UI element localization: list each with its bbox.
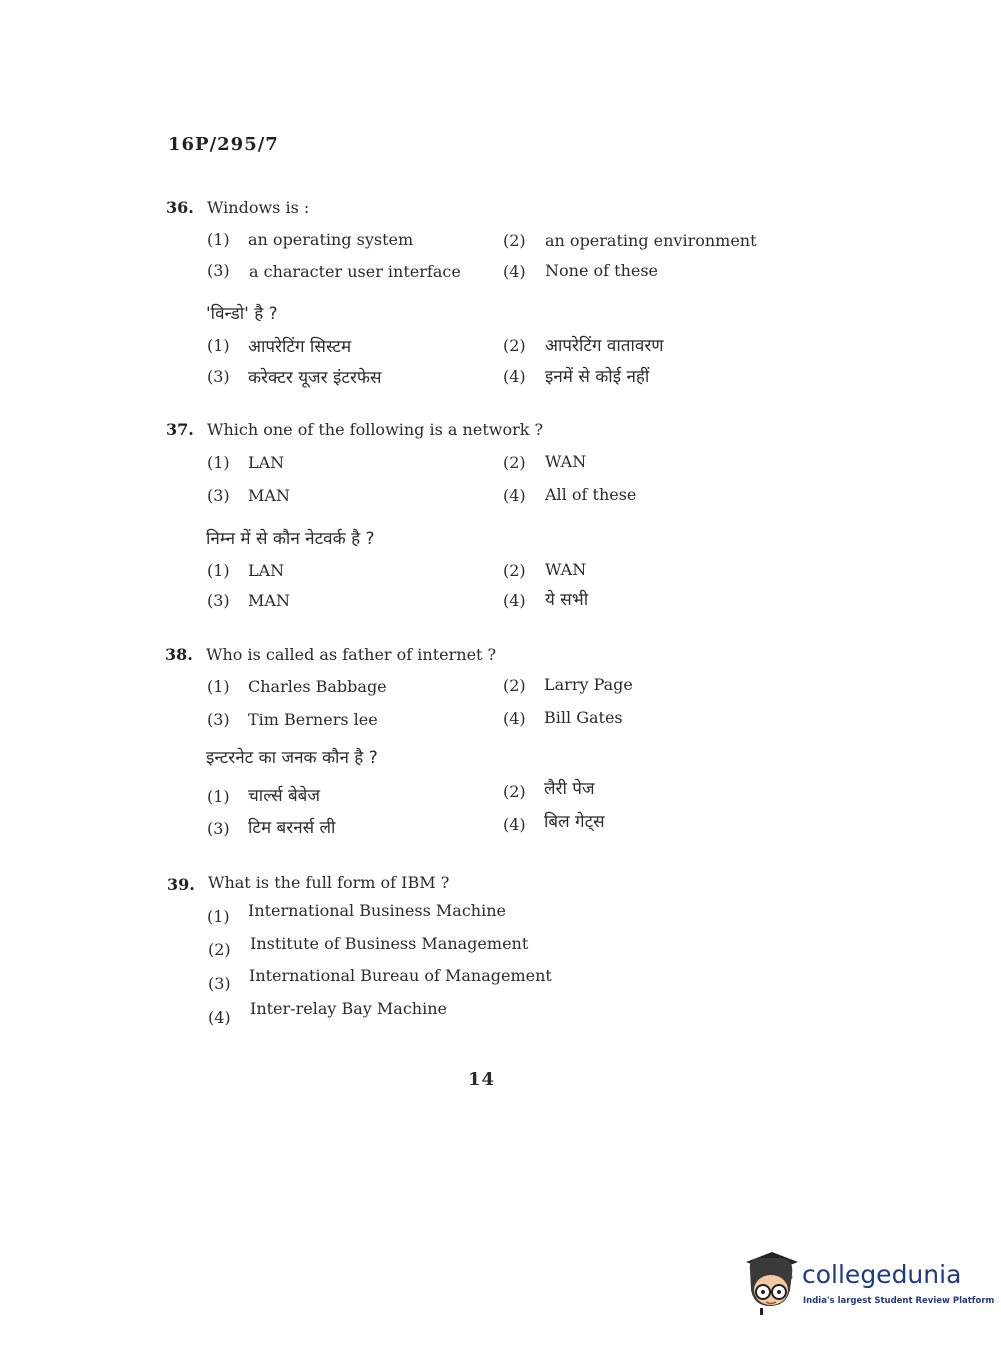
option-number: (3) [207,367,230,386]
option-text: Bill Gates [544,708,623,727]
question-37-hindi-text: निम्न में से कौन नेटवर्क है ? [206,529,375,549]
option-text: इनमें से कोई नहीं [545,367,650,387]
option-text: LAN [248,453,285,472]
question-38-hindi-text: इन्टरनेट का जनक कौन है ? [206,748,378,768]
page-number: 14 [468,1069,496,1090]
option-number: (3) [207,819,230,838]
option-number: (1) [207,453,230,472]
option-number: (3) [207,591,230,610]
option-text: an operating environment [545,231,757,250]
option-number: (2) [503,676,526,695]
option-number: (2) [503,336,526,355]
option-number: (4) [503,709,526,728]
option-text: Institute of Business Management [250,934,529,953]
option-text: आपरेटिंग सिस्टम [248,337,352,357]
option-text: ये सभी [545,590,589,610]
option-number: (1) [207,230,230,249]
option-number: (3) [207,261,230,280]
option-text: आपरेटिंग वातावरण [545,336,664,356]
option-text: None of these [545,261,659,280]
question-37-text: Which one of the following is a network ? [207,420,544,439]
option-number: (4) [208,1008,231,1027]
option-text: Inter-relay Bay Machine [250,999,447,1018]
option-text: WAN [545,560,587,579]
option-text: MAN [248,591,290,610]
option-text: Tim Berners lee [248,710,378,729]
option-text: LAN [248,561,285,580]
option-number: (2) [503,561,526,580]
question-38-text: Who is called as father of internet ? [206,645,497,664]
option-number: (4) [503,367,526,386]
option-text: Larry Page [544,675,633,694]
option-number: (4) [503,262,526,281]
option-text: करेक्टर यूजर इंटरफेस [248,368,382,388]
question-36-text: Windows is : [207,198,310,217]
option-text: a character user interface [249,262,461,281]
option-number: (1) [207,787,230,806]
option-number: (4) [503,815,526,834]
logo-wordmark: collegedunia [802,1260,962,1289]
option-text: All of these [545,485,637,504]
option-number: (1) [207,336,230,355]
question-36-number: 36. [166,198,194,217]
option-number: (1) [207,907,230,926]
option-number: (2) [503,782,526,801]
option-number: (2) [208,940,231,959]
question-36-hindi-text: 'विन्डो' है ? [206,304,278,324]
option-text: Charles Babbage [248,677,387,696]
option-number: (3) [208,974,231,993]
question-39-text: What is the full form of IBM ? [208,873,450,892]
option-number: (2) [503,453,526,472]
option-number: (4) [503,486,526,505]
question-39-number: 39. [167,875,195,894]
question-37-number: 37. [166,420,194,439]
option-text: टिम बरनर्स ली [248,818,336,838]
option-number: (4) [503,591,526,610]
option-number: (3) [207,486,230,505]
option-text: चार्ल्स बेबेज [248,786,320,806]
collegedunia-logo [742,1250,995,1316]
mascot-icon [742,1250,800,1316]
option-text: लैरी पेज [544,779,595,799]
option-number: (2) [503,231,526,250]
option-text: WAN [545,452,587,471]
question-38-number: 38. [165,645,193,664]
option-text: International Business Machine [248,901,506,920]
option-number: (1) [207,561,230,580]
option-text: an operating system [248,230,414,249]
logo-tagline: India's largest Student Review Platform [803,1296,995,1306]
option-number: (3) [207,710,230,729]
option-text: MAN [248,486,290,505]
option-text: बिल गेट्स [544,812,605,832]
option-text: International Bureau of Management [249,966,552,985]
paper-code: 16P/295/7 [168,134,279,155]
option-number: (1) [207,677,230,696]
